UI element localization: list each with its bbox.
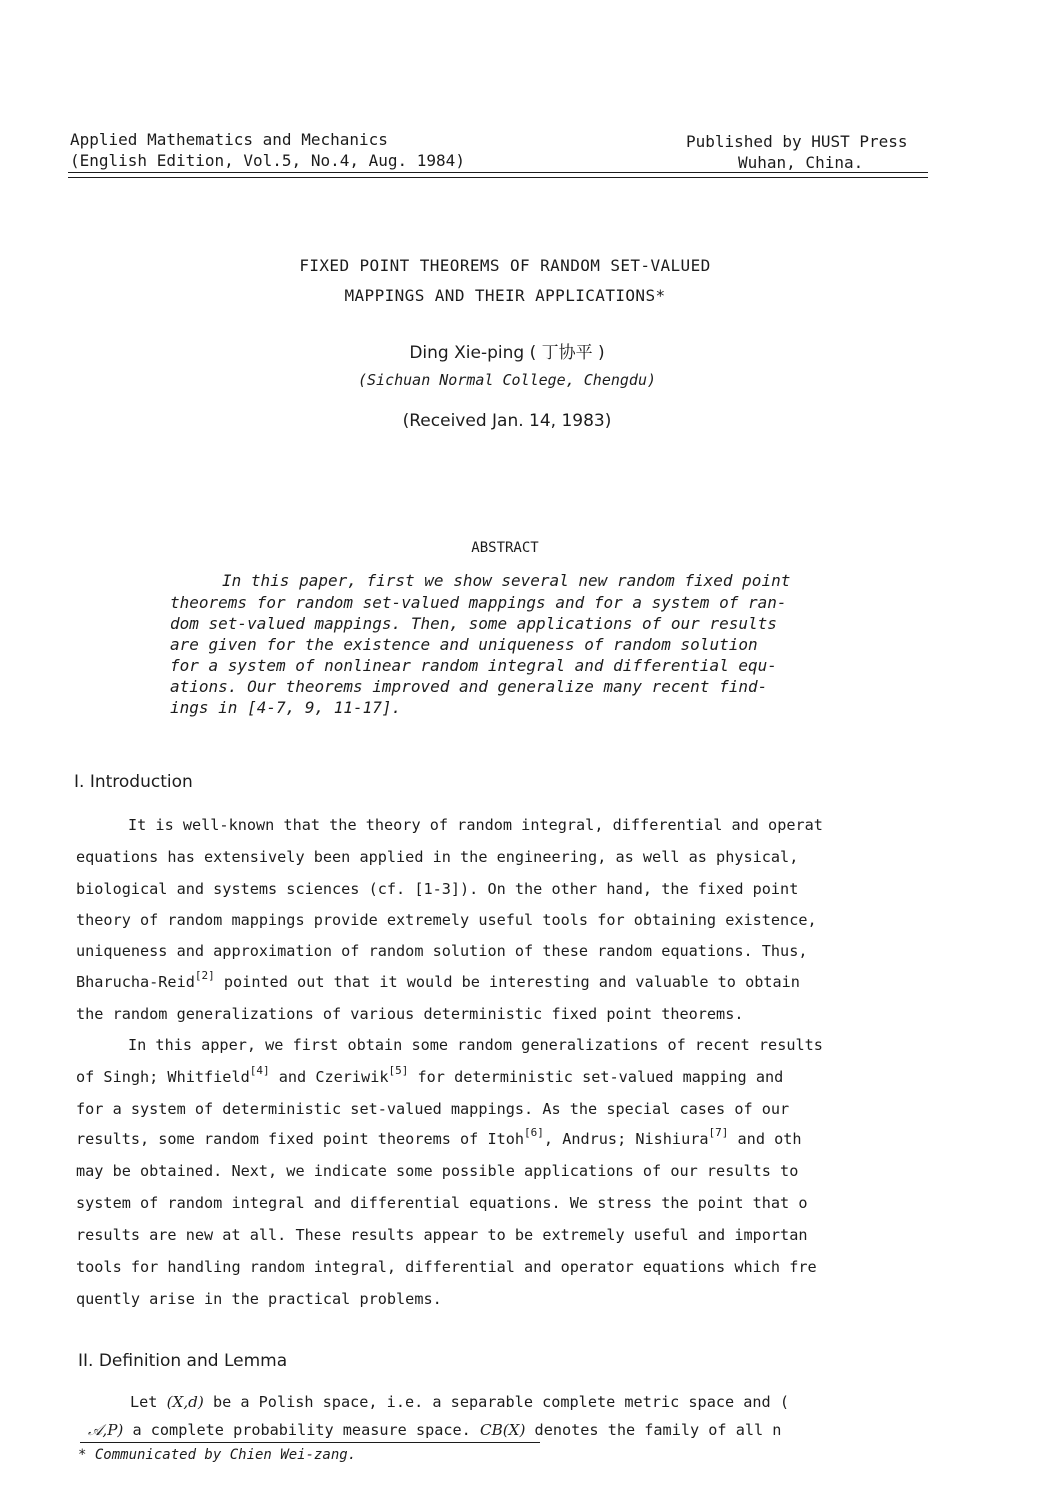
abstract-line: are given for the existence and uniqueness of random solution xyxy=(170,635,758,654)
body-line xyxy=(76,1126,802,1148)
publisher: Published by HUST Press xyxy=(686,132,908,151)
abstract-line: In this paper, first we show several new random fixed point xyxy=(222,571,791,590)
citation-ref: [7] xyxy=(708,1126,729,1139)
body-text: and oth xyxy=(728,1130,802,1148)
body-text: be a Polish space, i.e. a separable complete metric space and ( xyxy=(203,1393,789,1411)
body-line: equations has extensively been applied in the engineering, as well as physical, xyxy=(76,848,799,866)
body-line xyxy=(88,1421,781,1440)
body-line: It is well-known that the theory of random integral, differential and operat xyxy=(128,816,823,834)
paper-title-line1: FIXED POINT THEOREMS OF RANDOM SET-VALUED xyxy=(299,256,711,275)
body-line: results are new at all. These results appear to be extremely useful and importan xyxy=(76,1226,808,1244)
body-line xyxy=(130,1393,789,1411)
body-text: results, some random fixed point theorems of Itoh xyxy=(76,1130,525,1148)
body-line: In this apper, we first obtain some random generalizations of recent results xyxy=(128,1036,823,1054)
citation-ref: [5] xyxy=(388,1064,409,1077)
body-text: Bharucha-Reid xyxy=(76,973,195,991)
section-heading-definition: II. Definition and Lemma xyxy=(78,1351,288,1371)
received-date: (Received Jan. 14, 1983) xyxy=(402,411,612,431)
body-text: pointed out that it would be interesting and valuable to obtain xyxy=(214,973,800,991)
author: Ding Xie-ping ( 丁协平 ) xyxy=(409,343,605,363)
citation-ref: [2] xyxy=(194,969,215,982)
citation-ref: [6] xyxy=(524,1126,544,1139)
affiliation: (Sichuan Normal College, Chengdu) xyxy=(357,371,656,389)
header-rule-top xyxy=(68,172,928,173)
abstract-line: for a system of nonlinear random integral and differential equ- xyxy=(170,656,777,675)
body-text: of Singh; Whitfield xyxy=(76,1068,250,1086)
body-line: biological and systems sciences (cf. [1-3]). On the other hand, the fixed point xyxy=(76,880,799,898)
body-line: uniqueness and approximation of random solution of these random equations. Thus, xyxy=(76,942,808,960)
body-line: theory of random mappings provide extremely useful tools for obtaining existence, xyxy=(76,911,817,929)
abstract-line: ations. Our theorems improved and generalize many recent find- xyxy=(170,677,768,696)
paper-title-line2: MAPPINGS AND THEIR APPLICATIONS* xyxy=(344,286,666,305)
body-text: a complete probability measure space. xyxy=(123,1421,480,1439)
journal-edition: (English Edition, Vol.5, No.4, Aug. 1984) xyxy=(70,151,465,170)
body-line: system of random integral and differential equations. We stress the point that o xyxy=(76,1194,808,1212)
body-line: for a system of deterministic set-valued mappings. As the special cases of our xyxy=(76,1100,790,1118)
footnote: * Communicated by Chien Wei-zang. xyxy=(78,1447,357,1463)
abstract-line: dom set-valued mappings. Then, some applications of our results xyxy=(170,614,777,633)
body-text: denotes the family of all n xyxy=(525,1421,782,1439)
header-rule-bottom xyxy=(68,177,928,178)
abstract-line: ings in [4-7, 9, 11-17]. xyxy=(170,698,402,717)
body-text: Let xyxy=(130,1393,167,1411)
math-expression: 𝒜,P) xyxy=(88,1421,124,1439)
abstract-heading: ABSTRACT xyxy=(471,540,539,556)
body-text: and Czeriwik xyxy=(269,1068,389,1086)
body-text: , Andrus; Nishiura xyxy=(543,1130,709,1148)
body-line: quently arise in the practical problems. xyxy=(76,1290,442,1308)
abstract-line: theorems for random set-valued mappings and for a system of ran- xyxy=(170,593,787,612)
body-line xyxy=(76,969,800,991)
math-expression: CB(X) xyxy=(479,1421,526,1439)
body-line xyxy=(76,1064,784,1086)
journal-name: Applied Mathematics and Mechanics xyxy=(70,130,388,149)
section-heading-introduction: I. Introduction xyxy=(74,772,193,792)
body-line: the random generalizations of various deterministic fixed point theorems. xyxy=(76,1005,744,1023)
body-line: tools for handling random integral, differential and operator equations which fre xyxy=(76,1258,817,1276)
body-line: may be obtained. Next, we indicate some possible applications of our results to xyxy=(76,1162,799,1180)
citation-ref: [4] xyxy=(249,1064,270,1077)
footnote-rule xyxy=(80,1442,540,1443)
math-expression: (X,d) xyxy=(166,1393,204,1411)
publisher-location: Wuhan, China. xyxy=(738,153,864,172)
body-text: for deterministic set-valued mapping and xyxy=(408,1068,784,1086)
